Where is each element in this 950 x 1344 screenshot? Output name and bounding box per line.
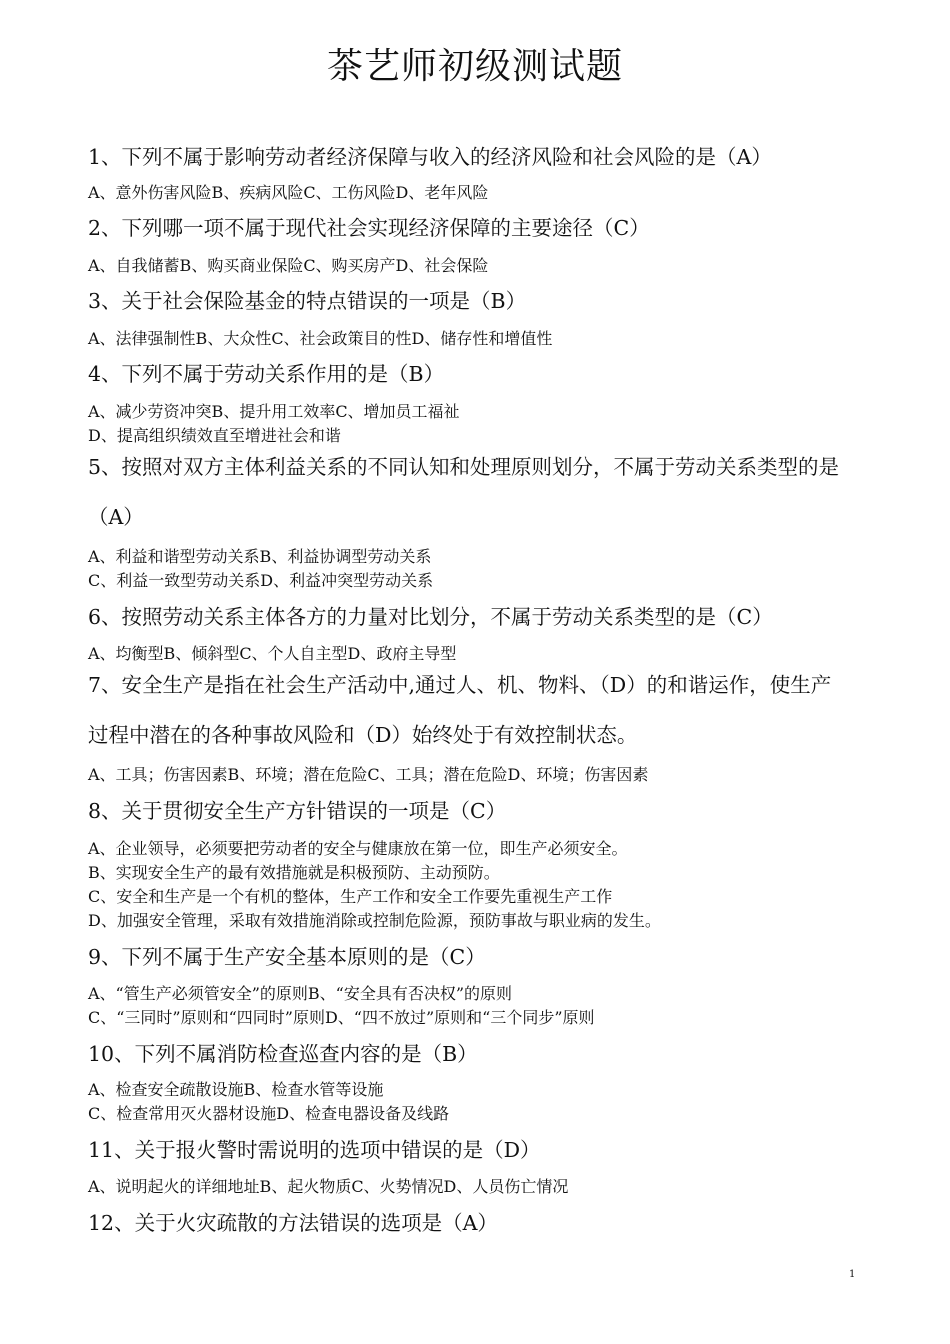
question-5-option-line-2: C、利益一致型劳动关系D、利益冲突型劳动关系 — [88, 571, 434, 590]
question-2: 2、下列哪一项不属于现代社会实现经济保障的主要途径（C） — [88, 216, 650, 240]
question-10: 10、下列不属消防检查巡查内容的是（B） — [88, 1042, 478, 1066]
question-10-option-line-2: C、检查常用灭火器材设施D、检查电器设备及线路 — [88, 1104, 450, 1123]
question-11-options: A、说明起火的详细地址B、起火物质C、火势情况D、人员伤亡情况 — [88, 1177, 569, 1196]
question-9-option-line-2: C、“三同时”原则和“四同时”原则D、“四不放过”原则和“三个同步”原则 — [88, 1008, 595, 1027]
question-8: 8、关于贯彻安全生产方针错误的一项是（C） — [88, 799, 507, 823]
question-8-option-c: C、安全和生产是一个有机的整体，生产工作和安全工作要先重视生产工作 — [88, 887, 613, 906]
question-4-option-line-2: D、提高组织绩效直至增进社会和谐 — [88, 426, 341, 445]
question-8-option-d: D、加强安全管理，采取有效措施消除或控制危险源，预防事故与职业病的发生。 — [88, 911, 661, 930]
question-9-option-line-1: A、“管生产必须管安全”的原则B、“安全具有否决权”的原则 — [88, 984, 513, 1003]
question-3-options: A、法律强制性B、大众性C、社会政策目的性D、储存性和增值性 — [88, 329, 553, 348]
question-5-option-line-1: A、利益和谐型劳动关系B、利益协调型劳动关系 — [88, 547, 432, 566]
question-11: 11、关于报火警时需说明的选项中错误的是（D） — [88, 1138, 541, 1162]
question-7-options: A、工具；伤害因素B、环境；潜在危险C、工具；潜在危险D、环境；伤害因素 — [88, 765, 649, 784]
question-12: 12、关于火灾疏散的方法错误的选项是（A） — [88, 1211, 498, 1235]
question-7: 7、安全生产是指在社会生产活动中,通过人、机、物料、（D）的和谐运作，使生产过程中潜在的各种事故风险和（D）始终处于有效控制状态。 — [88, 673, 832, 747]
question-8-option-b: B、实现安全生产的最有效措施就是积极预防、主动预防。 — [88, 863, 500, 882]
question-4: 4、下列不属于劳动关系作用的是（B） — [88, 362, 445, 386]
question-3: 3、关于社会保险基金的特点错误的一项是（B） — [88, 289, 527, 313]
question-2-options: A、自我储蓄B、购买商业保险C、购买房产D、社会保险 — [88, 256, 489, 275]
question-9: 9、下列不属于生产安全基本原则的是（C） — [88, 945, 486, 969]
page-number: 1 — [849, 1269, 856, 1280]
question-5: 5、按照对双方主体利益关系的不同认知和处理原则划分，不属于劳动关系类型的是（A） — [88, 455, 840, 529]
question-1: 1、下列不属于影响劳动者经济保障与收入的经济风险和社会风险的是（A） — [88, 145, 772, 169]
question-4-option-line-1: A、减少劳资冲突B、提升用工效率C、增加员工福祉 — [88, 402, 460, 421]
document-title: 茶艺师初级测试题 — [326, 46, 623, 87]
question-1-options: A、意外伤害风险B、疾病风险C、工伤风险D、老年风险 — [88, 183, 489, 202]
question-6: 6、按照劳动关系主体各方的力量对比划分，不属于劳动关系类型的是（C） — [88, 605, 773, 629]
question-8-option-a: A、企业领导，必须要把劳动者的安全与健康放在第一位，即生产必须安全。 — [88, 839, 628, 858]
question-10-option-line-1: A、检查安全疏散设施B、检查水管等设施 — [88, 1080, 384, 1099]
question-6-options: A、均衡型B、倾斜型C、个人自主型D、政府主导型 — [88, 644, 457, 663]
